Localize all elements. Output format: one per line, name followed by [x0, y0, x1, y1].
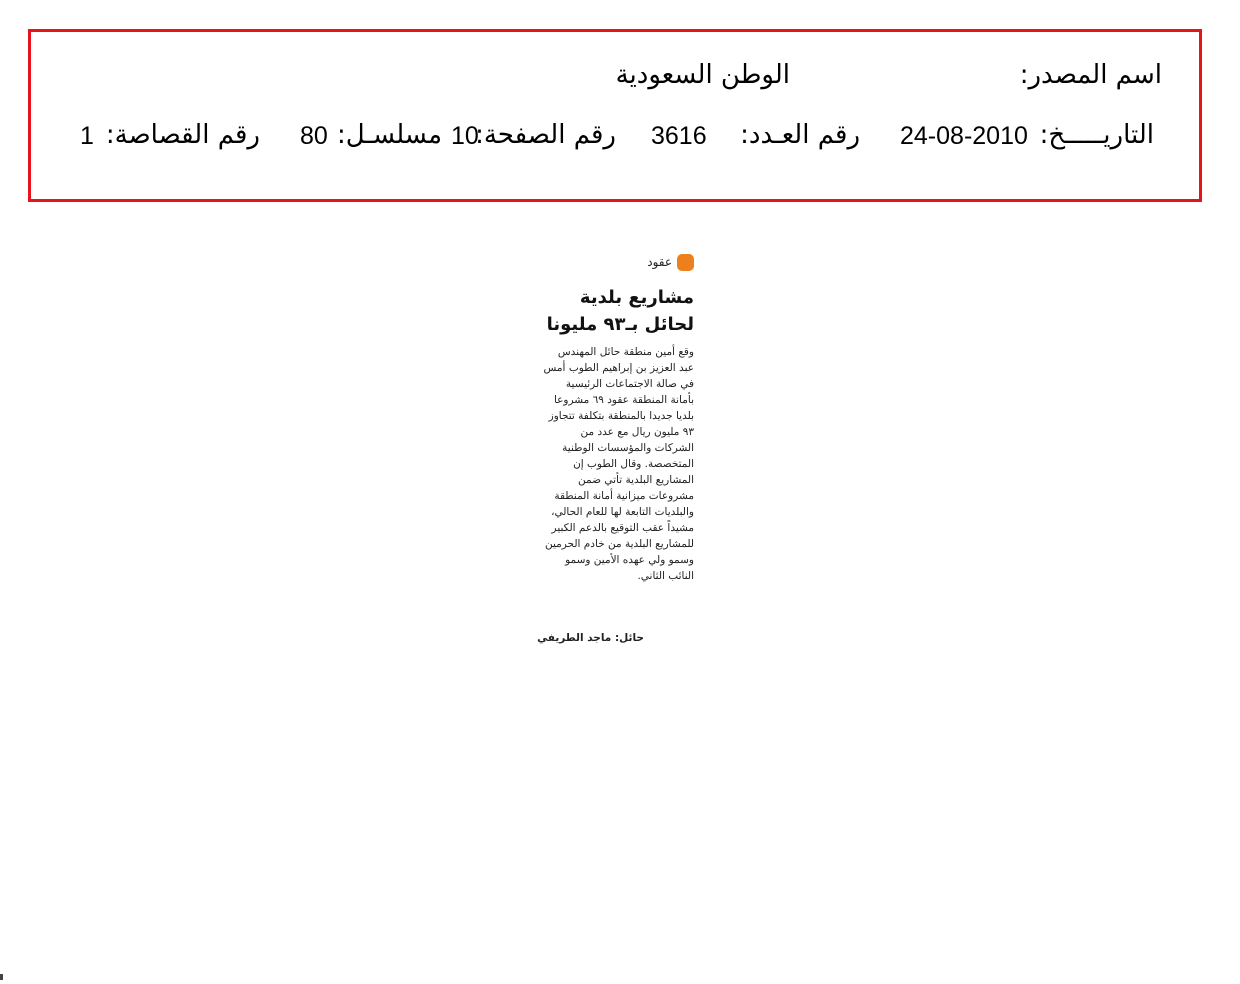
date-value: 24-08-2010	[900, 122, 1028, 150]
date-label: التاريـــــخ:	[1039, 120, 1154, 150]
source-value: الوطن السعودية	[615, 60, 790, 90]
article-body: وقع أمين منطقة حائل المهندس عبد العزيز بن إبراهيم الطوب أمس في صالة الاجتماعات الرئيسية بأمانة المنطقة عقود ٦٩ مشروعا بلديا جديدا بالمنطقة بتكلفة تتجاوز ٩٣ مليون ريال مع عدد من الشركات والمؤسسات الوطنية المتخصصة. وقال الطوب إن المشاريع البلدية تأتي ضمن مشروعات ميزانية أمانة المنطقة والبلديات التابعة لها للعام الحالي، مشيداً عقب التوقيع بالدعم الكبير للمشاريع البلدية من خادم الحرمين وسمو ولي عهده الأمين وسمو النائب الثاني.	[543, 346, 694, 582]
article-headline: مشاريع بلدية لحائل بـ٩٣ مليونا	[546, 287, 694, 335]
page-value: 10	[451, 122, 479, 150]
source-label: اسم المصدر:	[1019, 60, 1162, 90]
section-label: عقود	[647, 255, 672, 269]
clipping-metadata-frame	[28, 29, 1202, 202]
issue-value: 3616	[651, 122, 707, 150]
clip-value: 1	[80, 122, 94, 150]
section-dot-icon	[677, 254, 694, 271]
section-tag	[647, 252, 694, 272]
article-byline: حائل: ماجد الطريفي	[537, 632, 644, 644]
issue-label: رقم العـدد:	[740, 120, 860, 150]
serial-label: مسلسـل:	[337, 120, 442, 150]
clip-label: رقم القصاصة:	[105, 120, 260, 150]
serial-value: 80	[300, 122, 328, 150]
page-label: رقم الصفحة:	[475, 120, 616, 150]
scan-mark	[0, 974, 3, 980]
